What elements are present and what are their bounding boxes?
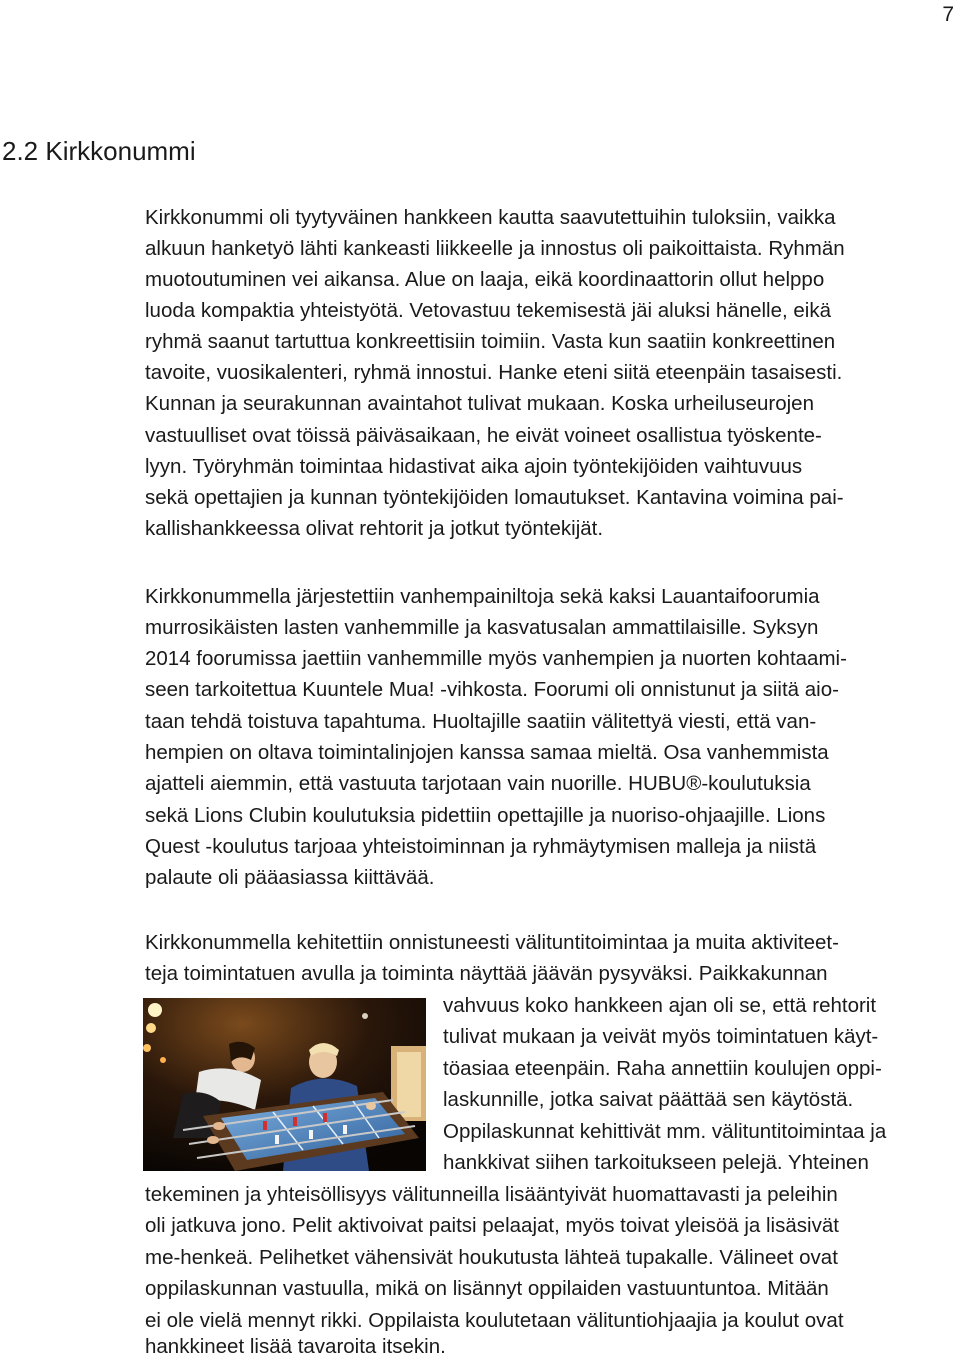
paragraph-1-line: vastuulliset ovat töissä päiväsaikaan, he eivät voineet osallistua työskente- bbox=[145, 424, 822, 447]
paragraph-2-line: 2014 foorumissa jaettiin vanhemmille myös vanhempien ja nuorten kohtaami- bbox=[145, 647, 847, 670]
paragraph-1-line: luoda kompaktia yhteistyötä. Vetovastuu tekemisestä jäi aluksi hänelle, eikä bbox=[145, 299, 831, 322]
paragraph-2-line: Kirkkonummella järjestettiin vanhempainiltoja sekä kaksi Lauantaifoorumia bbox=[145, 585, 820, 608]
paragraph-1-line: Kirkkonummi oli tyytyväinen hankkeen kautta saavutettuihin tuloksiin, vaikka bbox=[145, 206, 836, 229]
paragraph-3-wrapped-line: tulivat mukaan ja veivät myös toimintatuen käyt- bbox=[443, 1025, 879, 1048]
paragraph-1-line: sekä opettajien ja kunnan työntekijöiden lomautukset. Kantavina voimina pai- bbox=[145, 486, 844, 509]
paragraph-3-wrapped-line: laskunnille, jotka saivat päättää sen käytöstä. bbox=[443, 1088, 854, 1111]
paragraph-3-wrapped-line: töasiaa eteenpäin. Raha annettiin koulujen oppi- bbox=[443, 1057, 882, 1080]
paragraph-2-line: sekä Lions Clubin koulutuksia pidettiin opettajille ja nuoriso-ohjaajille. Lions bbox=[145, 804, 826, 827]
paragraph-1-line: alkuun hanketyö lähti kankeasti liikkeelle ja innostus oli paikoittaista. Ryhmän bbox=[145, 237, 845, 260]
paragraph-2-line: hempien on oltava toimintalinjojen kanssa samaa mieltä. Osa vanhemmista bbox=[145, 741, 829, 764]
paragraph-2-line: seen tarkoitettua Kuuntele Mua! -vihkosta. Foorumi oli onnistunut ja siitä aio- bbox=[145, 678, 839, 701]
paragraph-2-line: ajatteli aiemmin, että vastuuta tarjotaan vain nuorille. HUBU®-koulutuksia bbox=[145, 772, 811, 795]
paragraph-3-line: oli jatkuva jono. Pelit aktivoivat paitsi pelaajat, myös toivat yleisöä ja lisäsivät bbox=[145, 1214, 839, 1237]
paragraph-2-line: palaute oli pääasiassa kiittävää. bbox=[145, 866, 435, 889]
paragraph-1-line: ryhmä saanut tartuttua konkreettisiin toimiin. Vasta kun saatiin konkreettinen bbox=[145, 330, 836, 353]
paragraph-3-line: me-henkeä. Pelihetket vähensivät houkutusta lähteä tupakalle. Välineet ovat bbox=[145, 1246, 838, 1269]
paragraph-2-line: taan tehdä toistuva tapahtuma. Huoltajille saatiin välitettyä viesti, että van- bbox=[145, 710, 817, 733]
paragraph-3-line: Kirkkonummella kehitettiin onnistuneesti välituntitoimintaa ja muita aktiviteet- bbox=[145, 931, 839, 954]
page-number: 7 bbox=[942, 3, 954, 26]
paragraph-3-line: teja toimintatuen avulla ja toiminta näyttää jäävän pysyväksi. Paikkakunnan bbox=[145, 962, 828, 985]
paragraph-1-line: muotoutuminen vei aikansa. Alue on laaja, eikä koordinaattorin ollut helppo bbox=[145, 268, 825, 291]
section-heading: 2.2 Kirkkonummi bbox=[2, 136, 196, 166]
paragraph-3-line: hankkineet lisää tavaroita itsekin. bbox=[145, 1335, 446, 1358]
paragraph-2-line: murrosikäisten lasten vanhemmille ja kasvatusalan ammattilaisille. Syksyn bbox=[145, 616, 819, 639]
paragraph-1-line: tavoite, vuosikalenteri, ryhmä innostui. Hanke eteni siitä eteenpäin tasaisesti. bbox=[145, 361, 843, 384]
foosball-photo bbox=[143, 998, 426, 1171]
paragraph-1-line: Kunnan ja seurakunnan avaintahot tulivat mukaan. Koska urheiluseurojen bbox=[145, 392, 814, 415]
paragraph-3-wrapped-line: Oppilaskunnat kehittivät mm. välituntitoimintaa ja bbox=[443, 1120, 887, 1143]
paragraph-1-line: lyyn. Työryhmän toimintaa hidastivat aika ajoin työntekijöiden vaihtuvuus bbox=[145, 455, 803, 478]
paragraph-3-line: ei ole vielä mennyt rikki. Oppilaista koulutetaan välituntiohjaajia ja koulut ovat bbox=[145, 1309, 844, 1332]
paragraph-3-line: tekeminen ja yhteisöllisyys välitunneilla lisääntyivät huomattavasti ja peleihin bbox=[145, 1183, 838, 1206]
paragraph-1-line: kallishankkeessa olivat rehtorit ja jotkut työntekijät. bbox=[145, 517, 604, 540]
paragraph-3-wrapped-line: vahvuus koko hankkeen ajan oli se, että rehtorit bbox=[443, 994, 877, 1017]
paragraph-3-line: oppilaskunnan vastuulla, mikä on lisännyt oppilaiden vastuuntuntoa. Mitään bbox=[145, 1277, 829, 1300]
paragraph-2-line: Quest -koulutus tarjoaa yhteistoiminnan ja ryhmäytymisen malleja ja niistä bbox=[145, 835, 817, 858]
paragraph-3-wrapped-line: hankkivat siihen tarkoitukseen pelejä. Yhteinen bbox=[443, 1151, 869, 1174]
